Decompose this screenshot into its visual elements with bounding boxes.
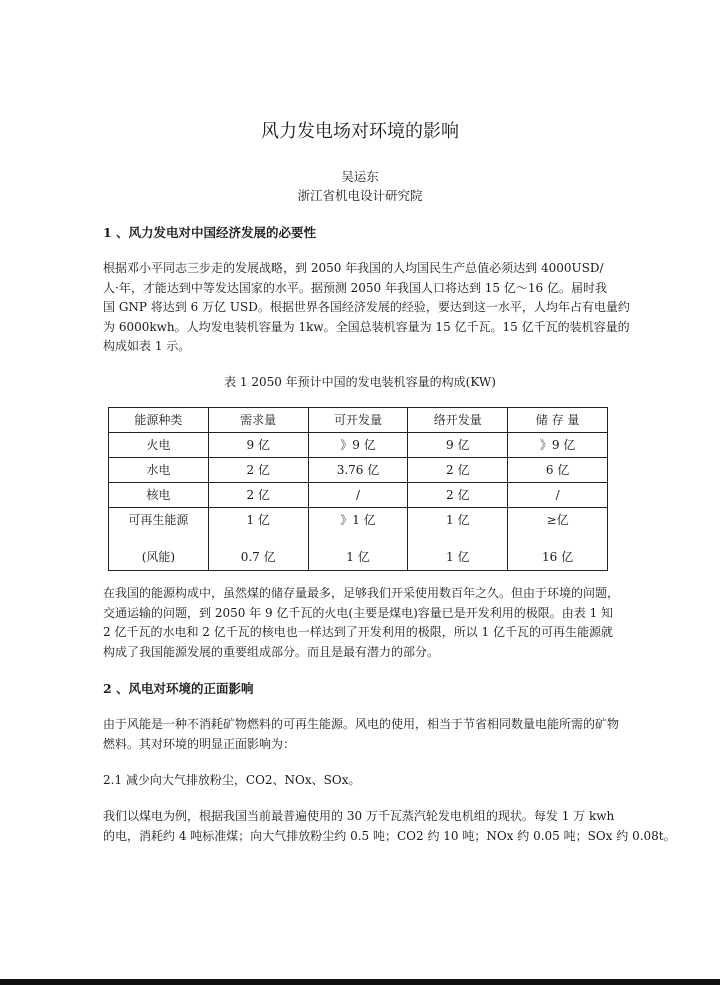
- page-bottom-border: [0, 979, 720, 985]
- section-2-paragraph-1: [103, 715, 620, 754]
- table-cell: [109, 508, 209, 571]
- table-row: [109, 483, 608, 508]
- table-cell: 火电: [109, 433, 209, 458]
- table-cell: 2 亿: [208, 483, 308, 508]
- table-cell: 》9 亿: [508, 433, 608, 458]
- table-cell: 水电: [109, 458, 209, 483]
- section-2-heading: 2 、风电对环境的正面影响: [103, 681, 254, 696]
- cell-top-text: 1 亿: [246, 513, 270, 527]
- table-cell: [308, 508, 408, 571]
- section-2-paragraph-2: [103, 807, 676, 846]
- paper-title: 风力发电场对环境的影响: [261, 121, 459, 142]
- table-header-cell: 能源种类: [109, 408, 209, 433]
- table-cell: 3.76 亿: [308, 458, 408, 483]
- cell-top-text: 可再生能源: [128, 513, 189, 527]
- text-line: 交通运输的问题，到 2050 年 9 亿千瓦的火电(主要是煤电)容量已是开发利用的极限。由表 1 知: [103, 605, 614, 620]
- table-cell: 9 亿: [208, 433, 308, 458]
- text-line: 我们以煤电为例，根据我国当前最普遍使用的 30 万千瓦蒸汽轮发电机组的现状。每发 1 万 kwh: [103, 809, 615, 823]
- table-header-cell: 可开发量: [308, 408, 408, 433]
- cell-bottom-text: (风能): [141, 550, 176, 564]
- text-line: 人·年，才能达到中等发达国家的水平。据预测 2050 年我国人口将达到 15 亿～16 亿。届时我: [103, 280, 607, 295]
- table-caption: 表 1 2050 年预计中国的发电装机容量的构成(KW): [224, 375, 496, 389]
- table-header-cell: 络开发量: [408, 408, 508, 433]
- table-cell: 6 亿: [508, 458, 608, 483]
- text-line: 构成了我国能源发展的重要组成部分。而且是最有潜力的部分。: [103, 644, 440, 659]
- table-cell: 》9 亿: [308, 433, 408, 458]
- author-affiliation: 浙江省机电设计研究院: [297, 188, 423, 203]
- table-header-cell: 储 存 量: [508, 408, 608, 433]
- author-name: 吴运东: [341, 169, 379, 184]
- table-cell: 2 亿: [408, 483, 508, 508]
- section-1-heading: 1 、风力发电对中国经济发展的必要性: [103, 225, 317, 240]
- table-cell: [408, 508, 508, 571]
- text-line: 燃料。其对环境的明显正面影响为：: [103, 736, 296, 751]
- section-1-paragraph-1: [103, 259, 630, 357]
- text-line: 2.1 减少向大气排放粉尘，CO2、NOx、SOx。: [103, 773, 361, 787]
- table-row: [109, 458, 608, 483]
- table-cell: [508, 508, 608, 571]
- cell-top-text: 》1 亿: [340, 513, 376, 527]
- capacity-table: [108, 407, 608, 571]
- table-cell: 核电: [109, 483, 209, 508]
- cell-bottom-text: 16 亿: [542, 550, 574, 564]
- text-line: 国 GNP 将达到 6 万亿 USD。根据世界各国经济发展的经验，要达到这一水平，人均年占有电量约: [103, 300, 630, 314]
- table-row-renewable: [109, 508, 608, 571]
- table-cell: 9 亿: [408, 433, 508, 458]
- text-line: 根据邓小平同志三步走的发展战略，到 2050 年我国的人均国民生产总值必须达到 4000USD/: [103, 261, 604, 275]
- subsection-2-1-heading: [103, 771, 613, 791]
- table-cell: [208, 508, 308, 571]
- table-header-cell: 需求量: [208, 408, 308, 433]
- cell-bottom-text: 1 亿: [446, 550, 470, 564]
- cell-bottom-text: 1 亿: [346, 550, 370, 564]
- table-row: [109, 433, 608, 458]
- text-line: 的电，消耗约 4 吨标准煤；向大气排放粉尘约 0.5 吨；CO2 约 10 吨；NOx 约 0.05 吨；SOx 约 0.08t。: [103, 828, 676, 843]
- table-cell: /: [308, 483, 408, 508]
- table-cell: /: [508, 483, 608, 508]
- table-header-row: [109, 408, 608, 433]
- text-line: 由于风能是一种不消耗矿物燃料的可再生能源。风电的使用，相当于节省相同数量电能所需的矿物: [103, 717, 620, 731]
- cell-top-text: ≥亿: [546, 513, 569, 527]
- text-line: 构成如表 1 示。: [103, 339, 191, 353]
- cell-bottom-text: 0.7 亿: [240, 550, 276, 564]
- table-cell: 2 亿: [408, 458, 508, 483]
- cell-top-text: 1 亿: [446, 513, 470, 527]
- text-line: 在我国的能源构成中，虽然煤的储存量最多，足够我们开采使用数百年之久。但由于环境的问题，: [103, 586, 620, 600]
- table-cell: 2 亿: [208, 458, 308, 483]
- section-1-paragraph-2: [103, 584, 620, 662]
- text-line: 2 亿千瓦的水电和 2 亿千瓦的核电也一样达到了开发利用的极限，所以 1 亿千瓦的可再生能源就: [103, 625, 613, 639]
- text-line: 为 6000kwh。人均发电装机容量为 1kw。全国总装机容量为 15 亿千瓦。15 亿千瓦的装机容量的: [103, 319, 630, 334]
